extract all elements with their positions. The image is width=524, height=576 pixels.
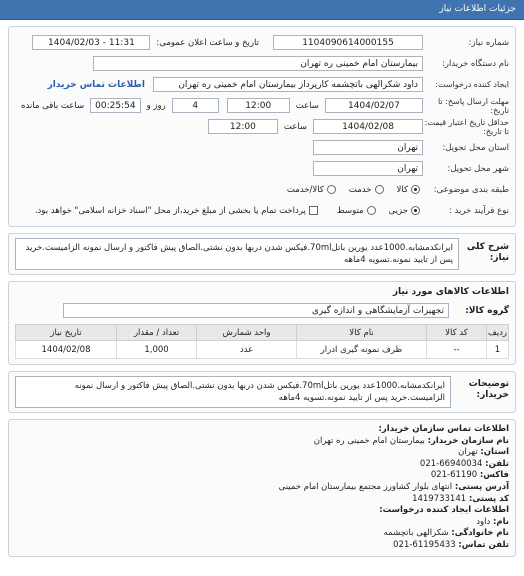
checkbox-icon[interactable] (309, 206, 318, 215)
fax-value: 021-61190 (430, 470, 478, 481)
goods-panel (8, 281, 516, 365)
summary-label: شرح کلی نیاز: (466, 242, 509, 263)
category-row (15, 180, 509, 199)
validity-time-label: ساعت (283, 121, 307, 132)
cell-date: 1404/02/08 (16, 341, 117, 359)
cell-row: 1 (487, 341, 509, 359)
city-label: شهر محل تحویل: (447, 163, 509, 174)
process-option-medium[interactable]: متوسط (337, 206, 379, 216)
need-details-panel (8, 26, 516, 227)
name-value: داود (476, 516, 491, 527)
need-number-row (15, 33, 509, 52)
address-label: آدرس پستی: (454, 481, 509, 492)
phone-label: تلفن: (485, 458, 509, 469)
goods-table (15, 324, 509, 359)
category-label: طبقه بندی موضوعی: (433, 184, 509, 195)
page-title: جزئیات اطلاعات نیاز (439, 4, 516, 14)
family-label: نام خانوادگی: (451, 528, 509, 539)
address-value: انتهای بلوار کشاورز مجتمع بیمارستان امام خمینی (278, 481, 453, 492)
province-field[interactable]: تهران (313, 140, 423, 155)
postal-label: کد پستی: (468, 493, 509, 504)
process-option-minor[interactable]: جزیی (389, 206, 423, 216)
summary-text: ایرانکدمشابه.1000عدد یورین باتل70ml.فیکس شدن دربها بدون نشتی.الصاق پیش فاکتور و ارسال نمونه الزامیست.خرید پس از تایید نمونه.تسویه 4ماهه (15, 238, 459, 270)
category-option-both[interactable]: کالا/خدمت (287, 185, 339, 195)
city-field[interactable]: تهران (313, 161, 423, 176)
goods-table-header (16, 325, 509, 341)
page-header (0, 0, 524, 20)
treasury-checkbox-option[interactable] (35, 206, 321, 216)
phone-value: 021-66940034 (419, 458, 483, 469)
validity-date-field[interactable]: 1404/02/08 (313, 119, 423, 134)
radio-icon[interactable] (367, 206, 376, 215)
buyer-notes-label: توضیحات خریدار: (468, 379, 509, 400)
col-date: تاریخ نیاز (16, 325, 117, 341)
reply-deadline-row (15, 96, 509, 115)
goods-group-field[interactable]: تجهیزات آزمایشگاهی و اندازه گیری (63, 303, 449, 318)
name-label: نام: (492, 516, 509, 527)
process-label: نوع فرآیند خرید : (448, 205, 509, 216)
creator-label: ایجاد کننده درخواست: (435, 80, 509, 89)
province-label: استان محل تحویل: (442, 142, 509, 153)
cell-name: ظرف نمونه گیری ادرار (297, 341, 427, 359)
announce-field[interactable]: 1404/02/03 - 11:31 (32, 35, 150, 50)
reply-time-field[interactable]: 12:00 (227, 98, 290, 113)
province-row (15, 138, 509, 157)
validity-row (15, 117, 509, 136)
cell-code: -- (427, 341, 487, 359)
cell-qty: 1,000 (117, 341, 197, 359)
col-qty: تعداد / مقدار (117, 325, 197, 341)
process-row (15, 201, 509, 220)
days-field[interactable]: 4 (172, 98, 219, 113)
contact-province-value: تهران (458, 447, 478, 458)
col-unit: واحد شمارش (197, 325, 297, 341)
radio-selected-icon[interactable] (411, 185, 420, 194)
fax-label: فاکس: (479, 470, 509, 481)
reply-deadline-label: مهلت ارسال پاسخ: تا تاریخ: (437, 96, 509, 115)
need-number-label: شماره نیاز: (468, 37, 509, 48)
postal-value: 1419733141 (412, 493, 467, 504)
buyer-notes-panel (8, 371, 516, 413)
remaining-label: ساعت باقی مانده (21, 100, 85, 111)
treasury-text: پرداخت تمام یا بخشی از مبلغ خرید،از محل "اسناد خزانه اسلامی" خواهد بود. (34, 205, 306, 216)
goods-group-row (15, 303, 509, 318)
need-number-field[interactable]: 1104090614000155 (273, 35, 423, 50)
reply-date-field[interactable]: 1404/02/07 (325, 98, 423, 113)
city-row (15, 159, 509, 178)
org-label: نام سازمان خریدار: (427, 435, 509, 446)
family-value: شکرالهی باتچشمه (383, 528, 449, 539)
goods-group-label: گروه کالا: (465, 305, 509, 316)
radio-selected-icon[interactable] (411, 206, 420, 215)
validity-label: حداقل تاریخ اعتبار قیمت: تا تاریخ: (424, 117, 509, 136)
announce-label: تاریخ و ساعت اعلان عمومی: (156, 37, 259, 48)
days-label: روز و (146, 100, 166, 111)
contact-province-label: استان: (480, 447, 509, 458)
contact-panel (8, 419, 516, 557)
col-name: نام کالا (297, 325, 427, 341)
summary-panel (8, 233, 516, 275)
creator-field[interactable]: داود شکرالهی باتچشمه کارپرداز بیمارستان امام خمینی ره تهران (153, 77, 423, 92)
contact-title: اطلاعات تماس سازمان خریدار: (378, 424, 509, 434)
tel-value: 021-61195433 (393, 539, 456, 550)
buyer-contact-link[interactable]: اطلاعات تماس خریدار (47, 79, 145, 90)
validity-time-field[interactable]: 12:00 (208, 119, 278, 134)
table-row[interactable] (16, 341, 509, 359)
col-row: ردیف (487, 325, 509, 341)
buyer-notes-text: ایرانکدمشابه.1000عدد یورین باتل70ml.فیکس شدن دربها بدون نشتی.الصاق پیش فاکتور و ارسال نمونه الزامیست.خرید پس از تایید نمونه.تسویه 4ماهه (15, 376, 451, 408)
radio-icon[interactable] (327, 185, 336, 194)
remaining-time-field[interactable]: 00:25:54 (90, 98, 141, 113)
category-option-service[interactable]: خدمت (349, 185, 387, 195)
radio-icon[interactable] (375, 185, 384, 194)
creator-row (15, 75, 509, 94)
tel-label: تلفن تماس: (458, 539, 509, 550)
buyer-label: نام دستگاه خریدار: (442, 58, 509, 69)
col-code: کد کالا (427, 325, 487, 341)
org-value: بیمارستان امام خمینی ره تهران (313, 435, 425, 446)
category-option-goods[interactable]: کالا (397, 185, 423, 195)
buyer-row (15, 54, 509, 73)
cell-unit: عدد (197, 341, 297, 359)
creator-contact-title: اطلاعات ایجاد کننده درخواست: (379, 505, 509, 516)
buyer-field[interactable]: بیمارستان امام خمینی ره تهران (93, 56, 423, 71)
goods-section-title: اطلاعات کالاهای مورد نیاز (392, 287, 509, 297)
reply-time-label: ساعت (295, 100, 319, 111)
